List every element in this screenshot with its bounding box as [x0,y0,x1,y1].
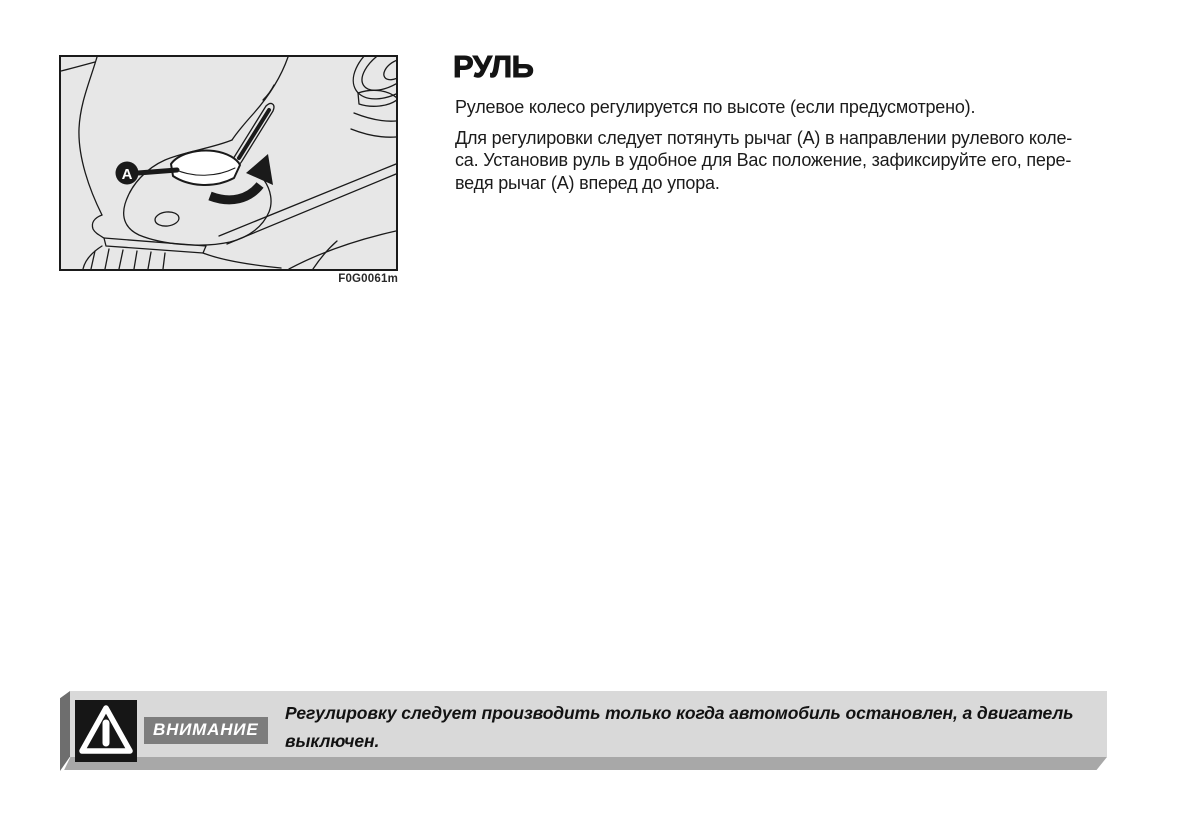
adjuster-lever [171,151,240,185]
warning-triangle-icon [75,700,137,762]
warning-label: ВНИМАНИЕ [144,717,268,744]
figure-caption: F0G0061m [338,273,398,285]
figure-frame [59,55,398,271]
part-label-a [116,162,139,185]
paragraph-line: Рулевое колесо регулируется по высоте (если предусмотрено). [455,97,976,117]
paragraph-line: Для регулировки следует потянуть рычаг (А) в направлении рулевого коле- [455,127,1073,148]
page-title: РУЛЬ [453,49,534,84]
warning-text-line: выключен. [285,731,380,751]
warning-text-line: Регулировку следует производить только когда автомобиль остановлен, а двигатель [285,703,1074,723]
part-label-a-text: A [121,166,133,183]
warning-banner-bottom-bevel [61,757,1107,770]
paragraph [455,127,1145,195]
warning-text [285,699,1095,755]
article [455,50,1145,194]
paragraph [455,96,1145,119]
warning-banner [60,691,1108,773]
paragraph-line: ведя рычаг (А) вперед до упора. [455,172,720,193]
warning-banner-left-bevel [60,691,70,771]
steering-column-illustration [61,57,396,269]
paragraph-line: са. Установив руль в удобное для Вас положение, зафиксируйте его, пере- [455,150,1072,170]
